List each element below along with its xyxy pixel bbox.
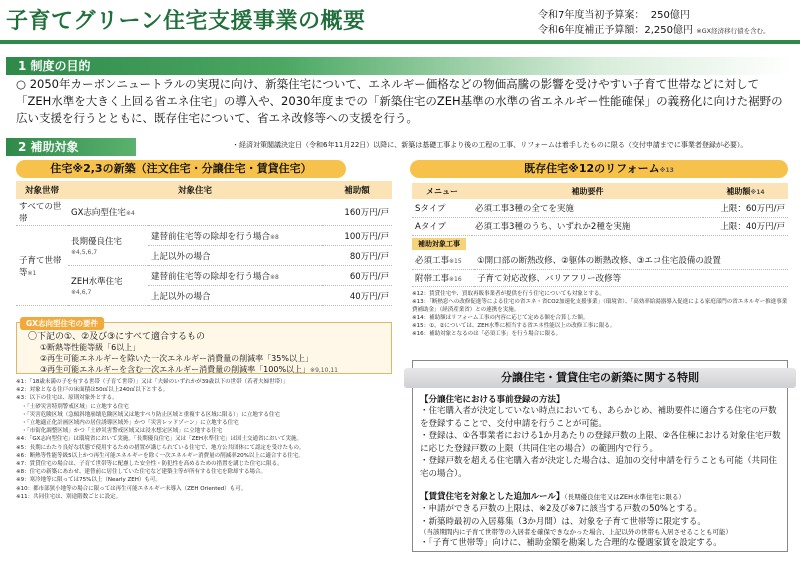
footnote: ※6：断熱等性能等級5以上かつ再生可能エネルギーを除く一次エネルギー消費量の削減率20%以上に適合する住宅。 [16, 452, 304, 459]
rules-line-6: ・「子育て世帯等」向けに、補助金額を勘案した合理的な優遇家賃を設定する。 [420, 538, 722, 548]
target-work-table [412, 252, 788, 287]
zeh-label [68, 266, 148, 306]
menu-a: Aタイプ [412, 217, 472, 235]
rules-line-5b: （当該期間内に子育て世帯等の入居者を確保できなかった場合、上記以外の世帯も入居させることも可能） [420, 528, 732, 536]
footnote: ※9：寒冷地等に限っては75%以上（Nearly ZEH）も可。 [16, 477, 161, 484]
rebuild-1-sup: ※8 [270, 233, 279, 241]
renovation-header-sup: ※13 [659, 167, 674, 174]
gx-conditions [40, 342, 338, 376]
footnote: ※3：以下の住宅は、原則対象外とする。 [16, 395, 118, 402]
footnote: ・「災害危険区域（急傾斜地崩壊危険区域又は地すべり防止区域と重複する区域に限る）」に立地する住宅 [16, 411, 280, 418]
col-reno-amount-text: 補助額 [726, 186, 751, 196]
col-housing: 対象住宅 [68, 181, 322, 199]
gx-amount: 160万円/戸 [322, 199, 392, 226]
amount-4: 40万円/戸 [322, 286, 392, 306]
col-reno-amount-sup: ※14 [750, 188, 765, 196]
reno-note: ※13：「断熱窓への改修促進等による住宅の省エネ・省CO2加速化支援事業」（環境省）、「高効率給湯器導入促進による家庭部門の省エネルギー推進事業費補助金」（経済産業省）との連携を実施。 [412, 299, 788, 313]
rules-line-4: ・申請ができる戸数の上限は、※2及び※7に該当する戸数の50%とする。 [420, 504, 702, 514]
page-title: 子育てグリーン住宅支援事業の概要 [6, 9, 366, 34]
choki-sup: ※4,5,6,7 [71, 248, 98, 256]
purpose-text: ○ 2050年カーボンニュートラルの実現に向け、新築住宅について、エネルギー価格などの物価高騰の影響を受けやすい子育て世帯などに対して「ZEH水準を大きく上回る省エネ住宅」の導入や、2030年度までの「新築住宅のZEH基準の水準の省エネルギー性能確保」の義務化に向けた裾野の広い支援を行うとともに、既存住宅について、省エネ改修等への支援を行う。 [16, 77, 783, 125]
footnote: ※10：都市部狭小地等の場合に限っては再生可能エネルギー未導入（ZEH Oriented）も可。 [16, 485, 247, 492]
rebuild-2-sup: ※8 [270, 273, 279, 281]
reno-note: ※14：補助額はリフォーム工事の内容に応じて定める額を合算した額。 [412, 315, 589, 321]
footnote: ・「土砂災害特別警戒区域」に立地する住宅 [16, 403, 129, 410]
gx-cond-1: ①断熱等性能等級「6以上」 [40, 343, 141, 352]
gx-requirements-lead: 〇下記の①、②及び③にすべて適合するもの [28, 332, 206, 342]
kosodate-text: 子育て世帯等 [19, 255, 62, 278]
budget-r6-value: 2,250億円 [644, 25, 694, 36]
gx-cond-3: ③再生可能エネルギーを含む一次エネルギー消費量の削減率「100%以上」 [40, 365, 311, 374]
household-all: すべての世帯 [16, 199, 68, 226]
new-build-header: 住宅※2,3の新築（注文住宅・分譲住宅・賃貸住宅） [16, 160, 346, 178]
renovation-header-text: 既存住宅※12のリフォーム [524, 162, 660, 175]
target-work-label: 補助対象工事 [412, 238, 466, 250]
additional-work [412, 269, 474, 286]
additional-work-text: 附帯工事 [415, 273, 450, 284]
menu-a-req: 必須工事3種のうち、いずれか2種を実施 [472, 217, 703, 235]
budget-r7-value: 250億円 [650, 10, 690, 21]
footnote: ※4：「GX志向型住宅」は環境省において実施。「長期優良住宅」又は「ZEH水準住宅」は国土交通省において実施。 [16, 436, 303, 443]
section-2-header: 2 補助対象 [6, 138, 136, 156]
special-rules-body [420, 393, 782, 550]
zeh-sup: ※4,6,7 [71, 288, 92, 296]
rules-line-5: ・新築時最初の入居募集（3か月間）は、対象を子育て世帯等に限定する。 [420, 516, 706, 527]
gx-label [68, 199, 322, 226]
menu-a-amount: 上限：40万円/戸 [703, 217, 788, 235]
col-household: 対象世帯 [16, 181, 68, 199]
footnote: ・「市街化調整区域」かつ「土砂災害警戒区域又は浸水想定区域」に立地する住宅 [16, 428, 223, 435]
required-work-sup: ※15 [449, 258, 462, 266]
section-1-header: 1 制度の目的 [6, 57, 792, 75]
required-work-text: 必須工事 [415, 256, 450, 267]
amount-2: 80万円/戸 [322, 246, 392, 266]
amount-3: 60万円/戸 [322, 266, 392, 286]
budget-box [538, 8, 770, 39]
required-work [412, 252, 474, 269]
rules-line-2: ・登録は、①各事業者における1か月あたりの登録戸数の上限、②各住棟における対象住宅戸数に応じた登録戸数の上限（共同住宅の場合）の範囲内で行う。 [420, 431, 781, 454]
budget-r6-label: 令和6年度補正予算額： [538, 25, 645, 36]
col-requirement: 補助要件 [472, 183, 703, 199]
additional-work-detail: 子育て対応改修、バリアフリー改修等 [474, 269, 788, 286]
footnote: ※8：住宅の新築にあわせ、建替前に居住していた住宅など建築主等が所有する住宅を除却する場合。 [16, 469, 266, 476]
renovation-notes [412, 290, 788, 338]
gx-sup: ※4 [125, 210, 135, 217]
zeh-text: ZEH水準住宅 [71, 276, 123, 287]
reno-note: ※15：①、②については、ZEH水準に相当する省エネ性能以上の改修工事に限る。 [412, 323, 616, 329]
rebuild-2: 建替前住宅等の除却を行う場合 [151, 271, 271, 282]
rules-sec-2: 【賃貸住宅を対象とした追加ルール】 [420, 492, 565, 502]
rules-line-1: ・住宅購入者が決定していない時点においても、あらかじめ、補助要件に適合する住宅の戸数を登録することで、交付申請を行うことが可能。 [420, 406, 777, 429]
new-build-table [16, 181, 392, 306]
col-amount: 補助額 [322, 181, 392, 199]
footnote: ※5：長期にわたり良好な状態で使用するための措置が講じられている住宅で、地方公共団体にて認定を受けたもの。 [16, 444, 305, 451]
footnotes [16, 378, 398, 501]
kosodate-sup: ※1 [27, 269, 37, 277]
household-kosodate [16, 226, 68, 306]
rules-line-3: ・登録戸数を超える住宅購入者が決定した場合は、追加の交付申請を行うことも可能（共同住宅の場合）。 [420, 456, 778, 479]
row2-cond: 上記以外の場合 [148, 246, 322, 266]
reno-note: ※12：賃貸住宅や、買取再販事業者が提供を行う住宅についても対象とする。 [412, 291, 605, 297]
footnote: ※2：対象となる住戸の床面積は50㎡以上240㎡以下とする。 [16, 387, 169, 394]
menu-s-amount: 上限：60万円/戸 [703, 199, 788, 217]
renovation-header [410, 160, 788, 178]
renovation-table [412, 183, 788, 236]
footnote: ※1：「18歳未満の子を有する世帯（子育て世帯）」又は「夫婦のいずれかが39歳以下の世帯（若者夫婦世帯）」 [16, 379, 289, 385]
row3-cond [148, 266, 322, 286]
footnote: ・「立地適正化計画区域内の居住誘導区域外」かつ「災害レッドゾーン」に立地する住宅 [16, 420, 239, 427]
gx-requirements-label: GX志向型住宅の要件 [20, 317, 104, 330]
budget-r6-note: ※GX経済移行債を含む。 [696, 27, 770, 35]
gx-cond-3-sup: ※9,10,11 [310, 367, 338, 374]
budget-r7-label: 令和7年度当初予算案： [538, 10, 645, 21]
title-underline [0, 40, 800, 44]
reno-note: ※16：補助対象となるのは「必須工事」を行う場合に限る。 [412, 331, 562, 337]
footnote: ※11：共同住宅は、別途階数ごとに設定。 [16, 493, 122, 500]
additional-work-sup: ※16 [449, 275, 462, 283]
menu-s: Sタイプ [412, 199, 472, 217]
menu-s-req: 必須工事3種の全てを実施 [472, 199, 703, 217]
rules-sec-1: 【分譲住宅における事前登録の方法】 [420, 395, 565, 405]
choki-label [68, 226, 148, 266]
gx-cond-2: ②再生可能エネルギーを除いた一次エネルギー消費量の削減率「35%以上」 [40, 354, 313, 363]
rebuild-1: 建替前住宅等の除却を行う場合 [151, 231, 271, 242]
footnote: ※7：賃貸住宅の場合は、子育て世帯等に配慮した安全性・防犯性を高めるための措置を講じた住宅に限る。 [16, 461, 283, 468]
rules-sec-2-sub: （長期優良住宅又はZEH水準住宅に限る） [564, 493, 686, 501]
choki-text: 長期優良住宅 [71, 236, 123, 247]
required-work-detail: ①開口部の断熱改修、②躯体の断熱改修、③エコ住宅設備の設置 [474, 252, 788, 269]
special-rules-header: 分譲住宅・賃貸住宅の新築に関する特則 [404, 368, 796, 388]
section-2-note: ・経済対策閣議決定日（令和6年11月22日）以降に、新築は基礎工事より後の工程の工事、リフォームは着手したものに限る（交付申請までに事業者登録が必要）。 [232, 141, 748, 149]
amount-1: 100万円/戸 [322, 226, 392, 246]
col-reno-amount [703, 183, 788, 199]
row4-cond: 上記以外の場合 [148, 286, 322, 306]
col-menu: メニュー [412, 183, 472, 199]
row1-cond [148, 226, 322, 246]
gx-text: GX志向型住宅 [71, 208, 126, 218]
